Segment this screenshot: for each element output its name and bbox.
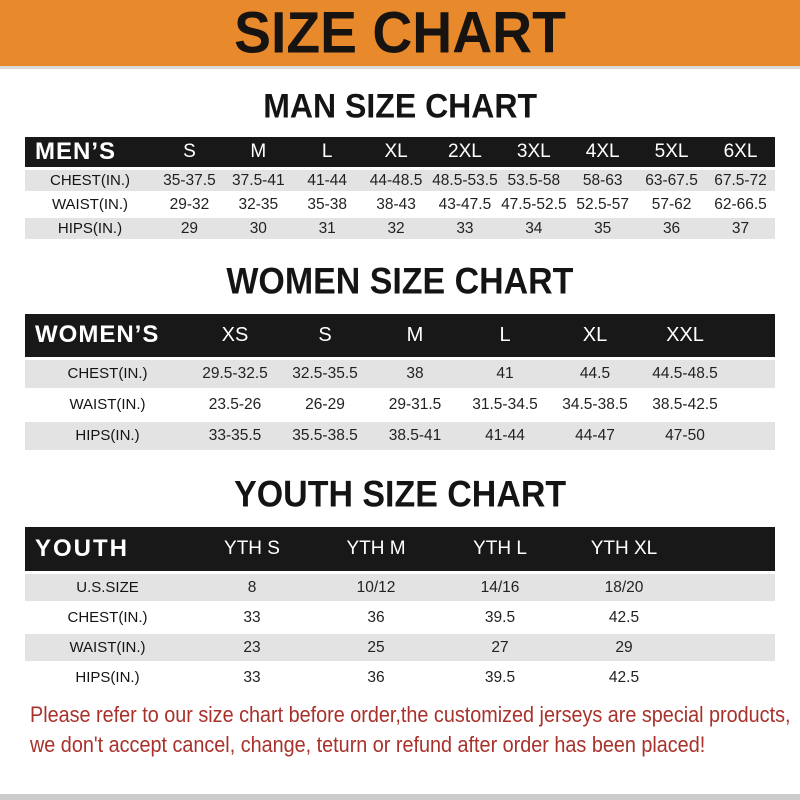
- size-value-cell: 44.5: [579, 364, 611, 382]
- measurement-row-label: HIPS(IN.): [75, 427, 140, 444]
- size-value-cell: 58-63: [582, 171, 623, 189]
- size-value-cell: 32.5-35.5: [292, 364, 358, 382]
- size-value-cell: 47.5-52.5: [501, 195, 567, 213]
- size-value-cell: 38.5-41: [388, 426, 442, 444]
- size-value-cell: 44-48.5: [369, 171, 423, 189]
- row-spacer: [730, 420, 775, 451]
- size-value-cell: 31.5-34.5: [472, 395, 538, 413]
- size-value-cell: 44-47: [575, 426, 615, 444]
- size-value-cell: 47-50: [665, 426, 705, 444]
- row-spacer: [686, 633, 775, 663]
- table-row: [25, 193, 775, 217]
- size-value-cell: 33-35.5: [208, 426, 262, 444]
- size-column-header: S: [280, 314, 370, 358]
- size-value-cell: 29.5-32.5: [202, 364, 268, 382]
- measurement-row-label: WAIST(IN.): [51, 196, 129, 213]
- measurement-row-label: CHEST(IN.): [67, 365, 148, 382]
- size-column-header: 4XL: [568, 137, 637, 169]
- size-column-header: YTH M: [314, 527, 438, 573]
- size-column-header: YTH L: [438, 527, 562, 573]
- size-value-cell: 31: [318, 219, 336, 237]
- size-value-cell: 27: [491, 638, 509, 656]
- size-value-cell: 26-29: [305, 395, 345, 413]
- size-value-cell: 32-35: [238, 195, 279, 213]
- banner: [0, 0, 800, 69]
- size-column-header: M: [224, 137, 293, 169]
- size-column-header: L: [460, 314, 550, 358]
- size-value-cell: 44.5-48.5: [652, 364, 718, 382]
- row-spacer: [686, 603, 775, 633]
- size-value-cell: 35: [594, 219, 612, 237]
- size-value-cell: 18/20: [604, 578, 644, 596]
- size-value-cell: 48.5-53.5: [432, 171, 498, 189]
- women-size-table: [25, 314, 775, 453]
- size-value-cell: 41-44: [485, 426, 525, 444]
- measurement-row-label: HIPS(IN.): [75, 669, 140, 686]
- table-row: [25, 358, 775, 389]
- size-column-header: XL: [362, 137, 431, 169]
- size-value-cell: 35-38: [307, 195, 348, 213]
- size-value-cell: 42.5: [608, 668, 640, 686]
- women-table-title: WOMEN’S: [25, 314, 190, 358]
- footer-disclaimer: [0, 694, 800, 760]
- size-column-header: L: [293, 137, 362, 169]
- size-value-cell: 62-66.5: [714, 195, 767, 213]
- size-value-cell: 29: [615, 638, 633, 656]
- size-value-cell: 33: [456, 219, 474, 237]
- men-header-row: [25, 137, 775, 169]
- measurement-row-label: WAIST(IN.): [69, 639, 146, 656]
- size-value-cell: 57-62: [651, 195, 692, 213]
- size-value-cell: 34: [525, 219, 543, 237]
- size-value-cell: 36: [367, 608, 385, 626]
- size-value-cell: 30: [249, 219, 267, 237]
- size-value-cell: 39.5: [484, 668, 516, 686]
- header-spacer: [686, 527, 775, 573]
- size-value-cell: 42.5: [608, 608, 640, 626]
- measurement-row-label: HIPS(IN.): [57, 220, 123, 237]
- size-value-cell: 23.5-26: [208, 395, 262, 413]
- table-row: [25, 217, 775, 241]
- size-value-cell: 29-31.5: [388, 395, 442, 413]
- size-column-header: XS: [190, 314, 280, 358]
- table-row: [25, 663, 775, 693]
- size-value-cell: 37: [731, 219, 750, 237]
- row-spacer: [730, 389, 775, 420]
- size-column-header: XL: [550, 314, 640, 358]
- size-value-cell: 33: [243, 668, 261, 686]
- row-spacer: [730, 358, 775, 389]
- size-column-header: 2XL: [431, 137, 500, 169]
- size-column-header: 6XL: [706, 137, 775, 169]
- size-value-cell: 38: [406, 364, 424, 382]
- table-row: [25, 389, 775, 420]
- footer-disclaimer-line1: Please refer to our size chart before order,the customized jerseys are special products,: [30, 702, 791, 727]
- size-value-cell: 36: [662, 219, 681, 237]
- size-column-header: S: [155, 137, 224, 169]
- size-value-cell: 35.5-38.5: [292, 426, 358, 444]
- row-spacer: [686, 663, 775, 693]
- youth-section-heading: YOUTH SIZE CHART: [234, 473, 566, 515]
- table-row: [25, 633, 775, 663]
- size-value-cell: 53.5-58: [507, 171, 561, 189]
- men-size-table: [25, 137, 775, 242]
- header-spacer: [730, 314, 775, 358]
- banner-title: SIZE CHART: [234, 0, 566, 66]
- size-value-cell: 10/12: [356, 578, 396, 596]
- bottom-strip: [0, 794, 800, 800]
- size-value-cell: 14/16: [480, 578, 520, 596]
- measurement-row-label: U.S.SIZE: [76, 579, 139, 596]
- size-value-cell: 34.5-38.5: [562, 395, 628, 413]
- table-row: [25, 169, 775, 193]
- size-column-header: YTH S: [190, 527, 314, 573]
- measurement-row-label: WAIST(IN.): [69, 396, 146, 413]
- size-value-cell: 67.5-72: [714, 171, 767, 189]
- row-spacer: [686, 573, 775, 603]
- men-table-title: MEN’S: [25, 137, 155, 169]
- women-section-heading: WOMEN SIZE CHART: [226, 261, 574, 302]
- size-value-cell: 39.5: [484, 608, 516, 626]
- size-column-header: XXL: [640, 314, 730, 358]
- size-value-cell: 52.5-57: [576, 195, 629, 213]
- size-column-header: M: [370, 314, 460, 358]
- size-value-cell: 41: [496, 364, 514, 382]
- size-value-cell: 33: [243, 608, 261, 626]
- size-value-cell: 29-32: [169, 195, 210, 213]
- size-value-cell: 29: [180, 219, 199, 237]
- size-value-cell: 25: [367, 638, 385, 656]
- footer-disclaimer-line2: we don't accept cancel, change, teturn or refund after order has been placed!: [30, 732, 706, 757]
- size-value-cell: 38.5-42.5: [652, 395, 718, 413]
- size-value-cell: 37.5-41: [232, 171, 285, 189]
- table-row: [25, 603, 775, 633]
- size-value-cell: 35-37.5: [163, 171, 216, 189]
- table-row: [25, 573, 775, 603]
- size-value-cell: 36: [367, 668, 385, 686]
- size-value-cell: 32: [387, 219, 405, 237]
- women-header-row: [25, 314, 775, 358]
- youth-header-row: [25, 527, 775, 573]
- size-column-header: 5XL: [637, 137, 706, 169]
- size-value-cell: 43-47.5: [438, 195, 492, 213]
- size-column-header: 3XL: [499, 137, 568, 169]
- size-value-cell: 38-43: [376, 195, 416, 213]
- youth-size-table: [25, 527, 775, 695]
- size-value-cell: 41-44: [307, 171, 348, 189]
- youth-table-title: YOUTH: [25, 527, 190, 573]
- table-row: [25, 420, 775, 451]
- men-section-heading: MAN SIZE CHART: [263, 86, 537, 125]
- measurement-row-label: CHEST(IN.): [50, 172, 130, 189]
- size-value-cell: 63-67.5: [645, 171, 698, 189]
- size-column-header: YTH XL: [562, 527, 686, 573]
- size-value-cell: 8: [247, 578, 257, 596]
- measurement-row-label: CHEST(IN.): [67, 609, 148, 626]
- size-value-cell: 23: [243, 638, 261, 656]
